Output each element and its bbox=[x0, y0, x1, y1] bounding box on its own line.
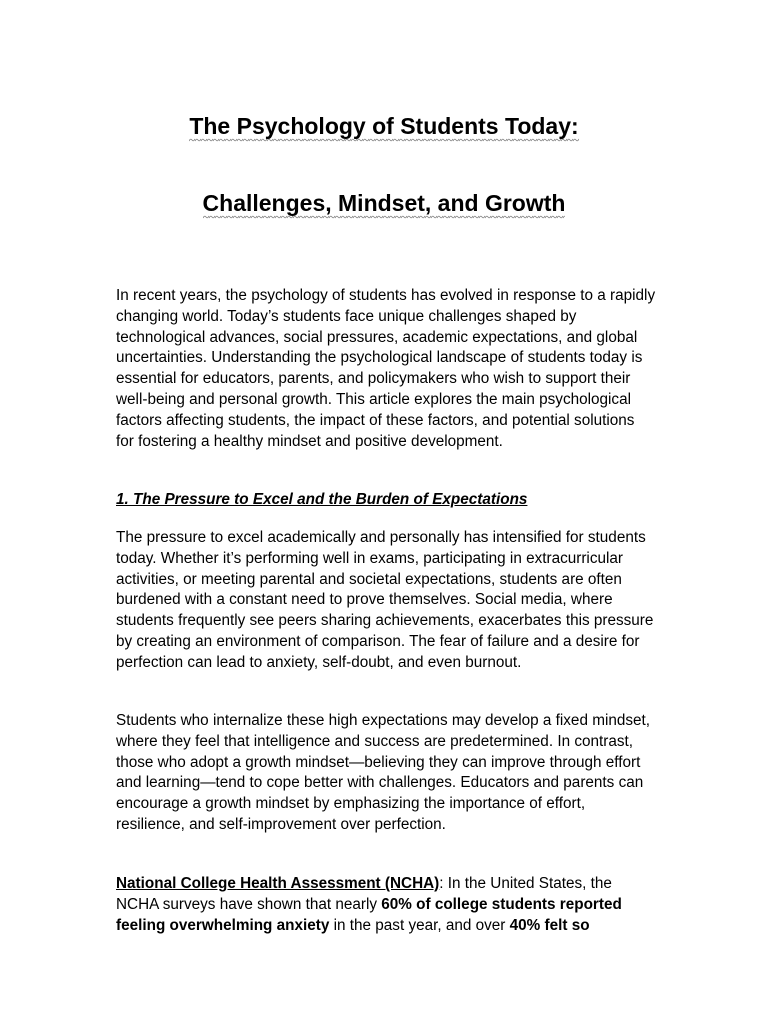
section-1-paragraph-1: The pressure to excel academically and personally has intensified for students today. Whether it’s performing well in exams, participating in extracurricular activities, or meeting parental and societal expectations, students are often burdened with a constant need to prove themselves. Social media, where students frequently see peers sharing achievements, exacerbates this pressure by creating an environment of comparison. The fear of failure and a desire for perfection can lead to anxiety, self-doubt, and even burnout. bbox=[116, 529, 654, 671]
document-title-line-2: Challenges, Mindset, and Growth bbox=[0, 189, 768, 219]
section-1-heading: 1. The Pressure to Excel and the Burden of Expectations bbox=[116, 491, 528, 508]
ncha-label: National College Health Assessment (NCHA) bbox=[116, 875, 440, 892]
ncha-bold-2: 40% felt so bbox=[509, 916, 590, 934]
section-1-paragraph-2: Students who internalize these high expectations may develop a fixed mindset, where they feel that intelligence and success are predetermined. In contrast, those who adopt a growth mindset—believing they can improve through effort and learning—tend to cope better with challenges. Educators and parents can encourage a growth mindset by emphasizing the importance of effort, resilience, and self-improvement over perfection. bbox=[116, 712, 651, 833]
ncha-paragraph bbox=[116, 874, 656, 936]
ncha-bold-1: 60% of college students reported feeling overwhelming anxiety bbox=[116, 895, 622, 934]
intro-paragraph: In recent years, the psychology of students has evolved in response to a rapidly changing world. Today’s students face unique challenges shaped by technological advances, social pressures, academic expectations, and global uncertainties. Understanding the psychological landscape of students today is essential for educators, parents, and policymakers who wish to support their well-being and personal growth. This article explores the main psychological factors affecting students, the impact of these factors, and potential solutions for fostering a healthy mindset and positive development. bbox=[116, 287, 656, 450]
ncha-text-2: in the past year, and over bbox=[329, 916, 510, 934]
ncha-text-1: : In the United States, the NCHA surveys have shown that nearly bbox=[116, 875, 612, 913]
document-title-line-1: The Psychology of Students Today: bbox=[0, 112, 768, 142]
